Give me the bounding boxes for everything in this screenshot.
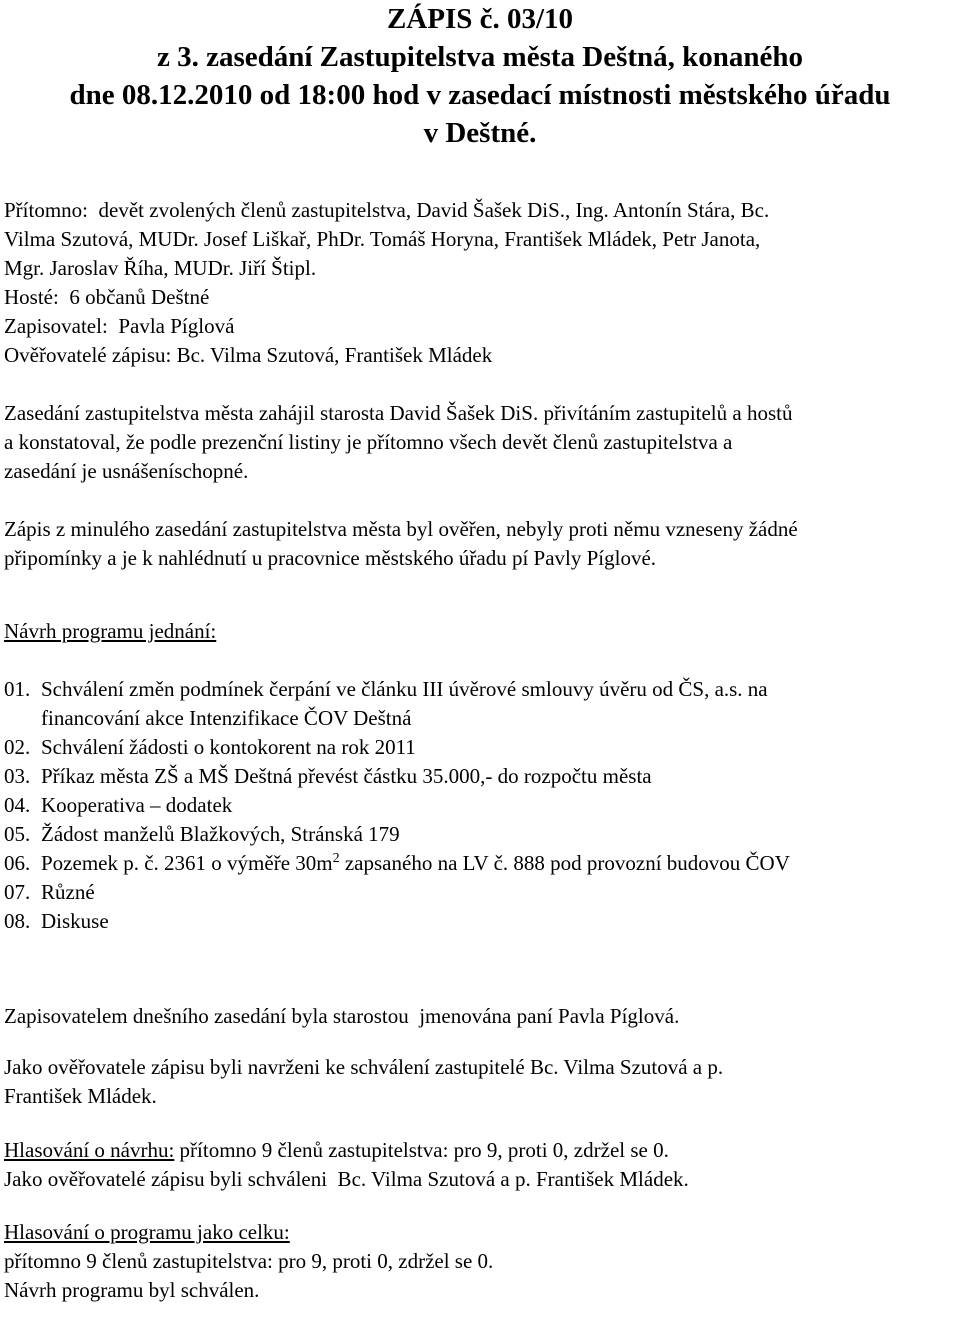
title-line-4: v Deštné. <box>423 117 537 149</box>
agenda-item-03 <box>4 762 956 791</box>
agenda-item-number: 08. <box>4 909 31 933</box>
present-line-1 <box>4 196 956 225</box>
agenda-item-07 <box>4 878 956 907</box>
agenda-item-number: 03. <box>4 764 31 788</box>
agenda-item-number: 07. <box>4 880 31 904</box>
agenda-item-08 <box>4 907 956 936</box>
agenda-item-text: Různé <box>41 880 95 904</box>
verifiers-proposal <box>4 1053 956 1111</box>
document-title <box>4 0 956 152</box>
agenda-item-text: Příkaz města ZŠ a MŠ Deštná převést částku 35.000,- do rozpočtu města <box>41 764 652 788</box>
present-text-1: devět zvolených členů zastupitelstva, David Šašek DiS., Ing. Antonín Stára, Bc. <box>98 198 770 222</box>
title-line-2: z 3. zasedání Zastupitelstva města Deštná, konaného <box>156 41 804 73</box>
vote-proposal-line <box>4 1136 956 1165</box>
vote-proposal-result: Jako ověřovatelé zápisu byli schváleni Bc. Vilma Szutová a p. František Mládek. <box>4 1167 689 1191</box>
minutes-line-1: Zápis z minulého zasedání zastupitelstva města byl ověřen, nebyly proti němu vzneseny žádné <box>4 517 798 541</box>
document-page <box>4 0 956 1305</box>
agenda-item-text-line-1: Schválení změn podmínek čerpání ve článku III úvěrové smlouvy úvěru od ČS, a.s. na <box>41 677 768 701</box>
verifiers-value: Bc. Vilma Szutová, František Mládek <box>176 343 493 367</box>
recorder-appointment: Zapisovatelem dnešního zasedání byla starostou jmenována paní Pavla Píglová. <box>4 1004 680 1028</box>
agenda-item-number: 06. <box>4 851 31 875</box>
verifiers-label: Ověřovatelé zápisu: <box>4 343 172 367</box>
agenda-item-04 <box>4 791 956 820</box>
title-line-3: dne 08.12.2010 od 18:00 hod v zasedací místnosti městského úřadu <box>69 79 891 111</box>
opening-paragraph <box>4 399 956 486</box>
present-label: Přítomno: <box>4 198 89 222</box>
attendance-section <box>4 196 956 370</box>
recorder-line <box>4 312 956 341</box>
agenda-heading: Návrh programu jednání: <box>4 619 217 643</box>
vote-proposal-label: Hlasování o návrhu: <box>4 1138 175 1162</box>
present-line-2: Vilma Szutová, MUDr. Josef Liškař, PhDr. Tomáš Horyna, František Mládek, Petr Janota, <box>4 227 761 251</box>
opening-line-1: Zasedání zastupitelstva města zahájil starosta David Šašek DiS. přivítáním zastupitelů a hostů <box>4 401 793 425</box>
vote-proposal-text: přítomno 9 členů zastupitelstva: pro 9, proti 0, zdržel se 0. <box>174 1138 669 1162</box>
agenda-item-number: 02. <box>4 735 31 759</box>
agenda-item-number: 04. <box>4 793 31 817</box>
recorder-value: Pavla Píglová <box>118 314 235 338</box>
verifiers-line <box>4 341 956 370</box>
agenda-item-number: 05. <box>4 822 31 846</box>
minutes-line-2: připomínky a je k nahlédnutí u pracovnice městského úřadu pí Pavly Píglové. <box>4 546 657 570</box>
vote-programme-section <box>4 1218 956 1305</box>
agenda-item-text: Kooperativa – dodatek <box>41 793 233 817</box>
guests-label: Hosté: <box>4 285 59 309</box>
previous-minutes-paragraph <box>4 515 956 573</box>
present-line-3: Mgr. Jaroslav Říha, MUDr. Jiří Štipl. <box>4 256 317 280</box>
agenda-item-text-line-2: financování akce Intenzifikace ČOV Deštná <box>41 706 412 730</box>
agenda-item-text: Žádost manželů Blažkových, Stránská 179 <box>41 822 400 846</box>
agenda-item-text: Diskuse <box>41 909 109 933</box>
vote-proposal-section <box>4 1136 956 1194</box>
agenda-item-02 <box>4 733 956 762</box>
agenda-item-06 <box>4 849 956 878</box>
guests-value: 6 občanů Deštné <box>69 285 210 309</box>
agenda-item-text: Pozemek p. č. 2361 o výměře $30m^2$ zapsaného na LV č. 888 pod provozní budovou ČOV <box>41 851 790 875</box>
opening-line-3: zasedání je usnášeníschopné. <box>4 459 249 483</box>
agenda-item-number: 01. <box>4 677 31 701</box>
guests-line <box>4 283 956 312</box>
vote-programme-result: Návrh programu byl schválen. <box>4 1278 260 1302</box>
title-line-1: ZÁPIS č. 03/10 <box>386 3 574 35</box>
verifiers-proposal-line-1: Jako ověřovatele zápisu byli navrženi ke schválení zastupitelé Bc. Vilma Szutová a p. <box>4 1055 724 1079</box>
vote-programme-label: Hlasování o programu jako celku: <box>4 1220 290 1244</box>
agenda-item-01 <box>4 675 956 733</box>
verifiers-proposal-line-2: František Mládek. <box>4 1084 157 1108</box>
agenda-item-05 <box>4 820 956 849</box>
agenda-item-text: Schválení žádosti o kontokorent na rok 2011 <box>41 735 416 759</box>
vote-programme-text: přítomno 9 členů zastupitelstva: pro 9, proti 0, zdržel se 0. <box>4 1249 494 1273</box>
opening-line-2: a konstatoval, že podle prezenční listiny je přítomno všech devět členů zastupitelstva a <box>4 430 733 454</box>
agenda-list <box>4 675 956 936</box>
recorder-label: Zapisovatel: <box>4 314 108 338</box>
